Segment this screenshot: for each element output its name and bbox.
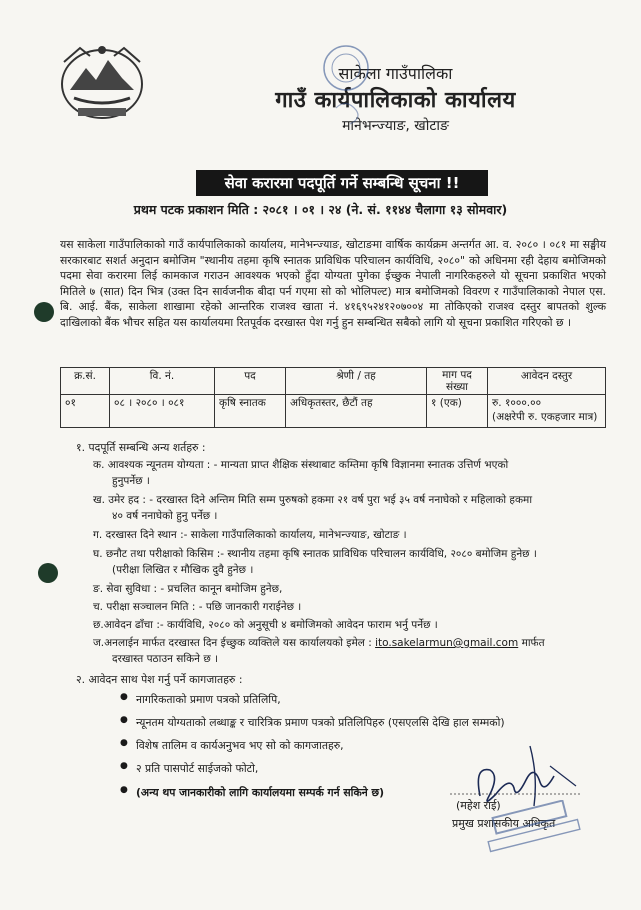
cell-fee bbox=[488, 395, 606, 428]
col-header-adv-no: वि. नं. bbox=[110, 368, 215, 395]
office-email-link[interactable]: ito.sakelarmun@gmail.com bbox=[375, 637, 519, 649]
section-2-title: २. आवेदन साथ पेश गर्नु पर्ने कागजातहरु : bbox=[76, 673, 243, 686]
vacancy-table bbox=[60, 367, 606, 428]
condition-qualification: क. आवश्यक न्यूनतम योग्यता : - मान्यता प्राप्त शैक्षिक संस्थाबाट कम्तिमा कृषि विज्ञानमा स्नातक उत्तिर्ण भएको bbox=[93, 459, 509, 471]
condition-age-limit-cont: ४० वर्ष ननाघेको हुनु पर्नेछ । bbox=[112, 510, 218, 522]
cell-adv-no: ०८ । २०८० । ०८१ bbox=[110, 395, 215, 428]
office-location: मानेभन्ज्याङ, खोटाङ bbox=[342, 118, 449, 134]
signatory-title: प्रमुख प्रशासकीय अधिकृत bbox=[452, 817, 556, 830]
cell-post: कृषि स्नातक bbox=[215, 395, 286, 428]
fee-amount: रु. १०००.०० bbox=[492, 397, 542, 409]
government-emblem-icon bbox=[56, 38, 148, 122]
signatory-name: (महेश राई) bbox=[456, 799, 501, 812]
condition-age-limit: ख. उमेर हद : - दरखास्त दिने अन्तिम मिति सम्म पुरुषको हकमा २१ वर्ष पुरा भई ३५ वर्ष ननाघेको र महिलाको हकमा bbox=[93, 494, 533, 506]
document-item-citizenship: ● नागरिकताको प्रमाण पत्रको प्रतिलिपि, bbox=[136, 692, 281, 707]
col-header-post: पद bbox=[215, 368, 286, 395]
fee-in-words: (अक्षरेपी रु. एकहजार मात्र) bbox=[492, 411, 598, 423]
publication-date: प्रथम पटक प्रकाशन मिति : २०८१ । ०१ । २४ (ने. सं. ११४४ चैलागा १३ सोमवार) bbox=[133, 202, 508, 217]
cell-sn: ०१ bbox=[61, 395, 110, 428]
col-header-sn: क्र.सं. bbox=[61, 368, 110, 395]
condition-online-application bbox=[93, 636, 545, 651]
punch-hole-bottom bbox=[38, 563, 58, 583]
condition-exam-date: च. परीक्षा सञ्चालन मिति : - पछि जानकारी गराईनेछ । bbox=[93, 601, 302, 613]
condition-qualification-cont: हुनुपर्नेछ । bbox=[112, 475, 150, 487]
condition-selection-exam-cont: (परीक्षा लिखित र मौखिक दुवै हुनेछ । bbox=[112, 564, 254, 576]
document-item-training: ● विशेष तालिम व कार्यअनुभव भए सो को कागजातहरु, bbox=[136, 738, 344, 753]
section-1-title: १. पदपूर्ति सम्बन्धि अन्य शर्तहरु : bbox=[76, 441, 206, 454]
col-header-count: माग पद संख्या bbox=[427, 368, 488, 395]
notice-body-paragraph: यस साकेला गाउँपालिकाको गाउँ कार्यपालिकाको कार्यालय, मानेभन्ज्याङ, खोटाङमा वार्षिक कार्यक्रम अन्तर्गत आ. व. २०८० । ०८१ मा सङ्घीय सरकारबाट सशर्त अनुदान बमोजिम "स्थानीय तहमा कृषि स्नातक प्राविधिक परिचालन कार्यविधि, २०८०" को अधिनमा रही देहाय बमोजिमको पदमा सेवा करारमा लिई कामकाज गराउन आवश्यक भएको हुँदा योग्यता पुगेका ईच्छुक नेपाली नागरिकहरुले यो सूचना प्रकाशित भएको मितिले ७ (सात) दिन भित्र (उक्त दिन सार्वजनीक बीदा पर्न गएमा सो को भोलिपल्ट) मात्र बमोजिमको विवरण र गाउँपालिकाको नेपाल एस. बि. आई. बैंक, साकेला शाखामा रहेको आन्तरिक राजश्व खाता नं. ४१६९५२४१२०७००४ मा तोकिएको राजश्व दस्तुर बापतको शुल्क दाखिलाको बैंक भौचर सहित यस कार्यालयमा रितपूर्वक दरखास्त पेश गर्नु हुन सम्बन्धित सबैको लागि यो सूचना प्रकाशित गरिएको छ । bbox=[60, 238, 606, 329]
online-application-prefix: ज.अनलाईन मार्फत दरखास्त दिन ईच्छुक व्यक्तिले यस कार्यालयको इमेल : bbox=[93, 637, 372, 649]
cell-level: अधिकृतस्तर, छैटौं तह bbox=[286, 395, 427, 428]
condition-application-place: ग. दरखास्त दिने स्थान :- साकेला गाउँपालिकाको कार्यालय, मानेभन्ज्याङ, खोटाङ । bbox=[93, 529, 407, 541]
condition-selection-exam: घ. छनौट तथा परीक्षाको किसिम :- स्थानीय तहमा कृषि स्नातक प्राविधिक परिचालन कार्यविधि, २०८० बमोजिम हुनेछ । bbox=[93, 548, 537, 560]
online-application-suffix: मार्फत bbox=[521, 637, 545, 649]
punch-hole-top bbox=[34, 302, 54, 322]
document-item-photo: ● २ प्रति पासपोर्ट साईजको फोटो, bbox=[136, 761, 258, 776]
official-name-stamp bbox=[480, 800, 590, 854]
condition-online-application-cont: दरखास्त पठाउन सकिने छ । bbox=[112, 653, 219, 665]
office-name: गाउँ कार्यपालिकाको कार्यालय bbox=[275, 88, 516, 113]
cell-count: १ (एक) bbox=[427, 395, 488, 428]
table-row bbox=[61, 395, 606, 428]
document-item-certificates: ● न्यूनतम योग्यताको लब्धाङ्क र चारित्रिक प्रमाण पत्रको प्रतिलिपिहरु (एसएलसि देखि हाल सम्मको) bbox=[136, 715, 505, 730]
condition-benefits: ङ. सेवा सुविधा : - प्रचलित कानून बमोजिम हुनेछ, bbox=[93, 583, 283, 595]
col-header-fee: आवेदन दस्तुर bbox=[488, 368, 606, 395]
col-header-level: श्रेणी / तह bbox=[286, 368, 427, 395]
table-header-row bbox=[61, 368, 606, 395]
notice-title: सेवा करारमा पदपूर्ति गर्ने सम्बन्धि सूचना !! bbox=[196, 170, 488, 196]
office-seal-stamp bbox=[310, 38, 382, 134]
municipality-name: साकेला गाउँपालिका bbox=[338, 64, 453, 83]
document-item-contact-note: ● (अन्य थप जानकारीको लागि कार्यालयमा सम्पर्क गर्न सकिने छ) bbox=[136, 785, 384, 800]
condition-application-format: छ.आवेदन ढाँचा :- कार्यविधि, २०८० को अनुसूची ४ बमोजिमको आवेदन फाराम भर्नु पर्नेछ । bbox=[93, 619, 438, 631]
